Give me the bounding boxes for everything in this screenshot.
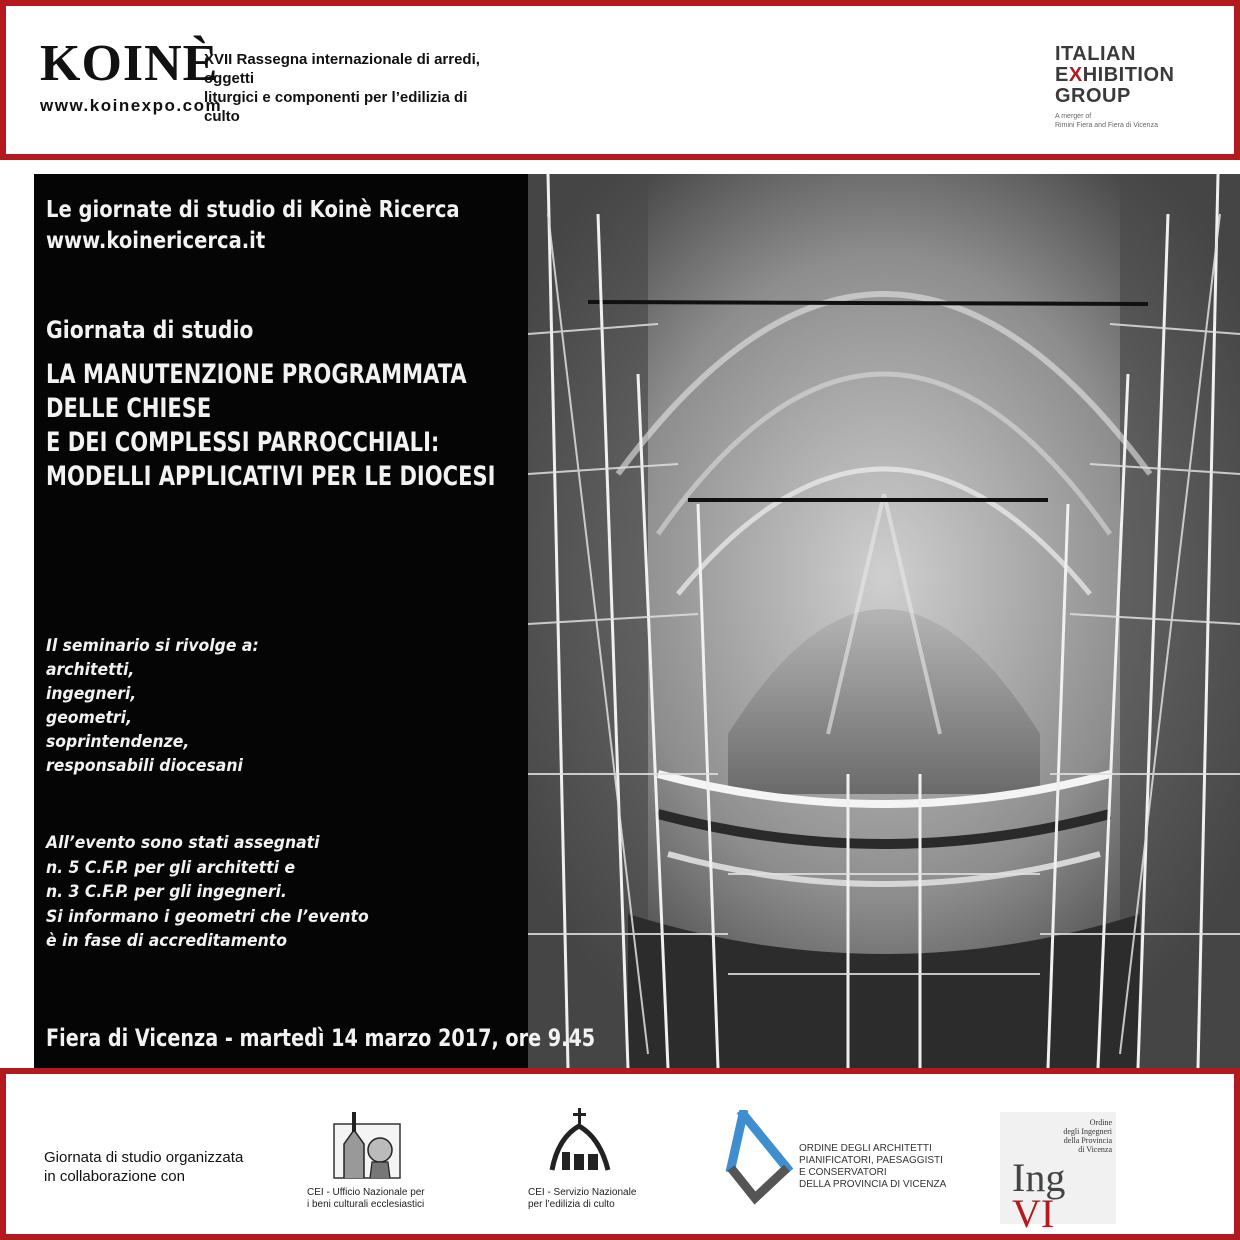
cei-seal-icon [330,1108,404,1180]
church-icon [548,1108,612,1174]
audience-list [46,634,259,778]
audience-line: soprintendenze, [46,732,190,752]
credits-info [46,831,369,954]
cei-edilizia-caption: CEI - Servizio Nazionale per l’edilizia di culto [528,1187,637,1210]
event-type: Giornata di studio [46,316,254,344]
series-title: Le giornate di studio di Koinè Ricerca [46,197,460,223]
ingegneri-wordmark: Ing VI [1012,1155,1066,1236]
audience-line: architetti, [46,660,135,680]
event-title-line: E DEI COMPLESSI PARROCCHIALI: [46,427,440,458]
audience-line: geometri, [46,708,132,728]
ieg-logo [1055,44,1174,107]
credits-line: All’evento sono stati assegnati [46,833,320,853]
credits-line: è in fase di accreditamento [46,931,287,951]
koine-tagline-line: liturgici e componenti per l’edilizia di culto [204,89,468,125]
credits-line: n. 5 C.F.P. per gli architetti e [46,857,296,878]
ordine-architetti-logo [725,1110,795,1210]
ieg-line: GROUP [1055,85,1131,107]
event-title [46,358,496,494]
ieg-subtitle: A merger of Rimini Fiera and Fiera di Vicenza [1055,113,1158,129]
ieg-line: EXHIBITION [1055,64,1175,86]
collaboration-text: Giornata di studio organizzata in collaborazione con [44,1149,244,1185]
series-heading [46,195,460,257]
ieg-line: ITALIAN [1055,43,1136,65]
koine-url[interactable]: www.koinexpo.com [40,96,223,115]
event-title-line: DELLE CHIESE [46,393,212,424]
event-title-line: LA MANUTENZIONE PROGRAMMATA [46,359,467,390]
ingegneri-caption: Ordine degli Ingegneri della Provincia di Vicenza [1063,1118,1112,1154]
koine-tagline [204,50,494,126]
koine-logo-text: KOINÈ [40,35,219,92]
series-url[interactable]: www.koinericerca.it [46,228,266,254]
church-scaffolding-photo [528,174,1240,1068]
date-location: Fiera di Vicenza - martedì 14 marzo 2017, ore 9.45 [46,1024,596,1052]
event-title-line: MODELLI APPLICATIVI PER LE DIOCESI [46,461,496,492]
koine-tagline-line: XVII Rassegna internazionale di arredi, oggetti [204,51,480,87]
cei-beni-culturali-logo [330,1108,404,1185]
audience-line: Il seminario si rivolge a: [46,636,259,656]
architetti-geometric-icon [725,1110,795,1205]
photo-illustration [528,174,1240,1068]
cei-beni-caption: CEI - Ufficio Nazionale per i beni culturali ecclesiastici [307,1187,425,1210]
audience-line: responsabili diocesani [46,756,243,776]
credits-line: Si informano i geometri che l’evento [46,906,369,927]
architetti-caption: ORDINE DEGLI ARCHITETTI PIANIFICATORI, PAESAGGISTI E CONSERVATORI DELLA PROVINCIA DI VICENZA [799,1143,947,1190]
koine-logo [40,35,219,92]
audience-line: ingegneri, [46,684,137,704]
cei-edilizia-logo [548,1108,612,1179]
credits-line: n. 3 C.F.P. per gli ingegneri. [46,882,287,902]
